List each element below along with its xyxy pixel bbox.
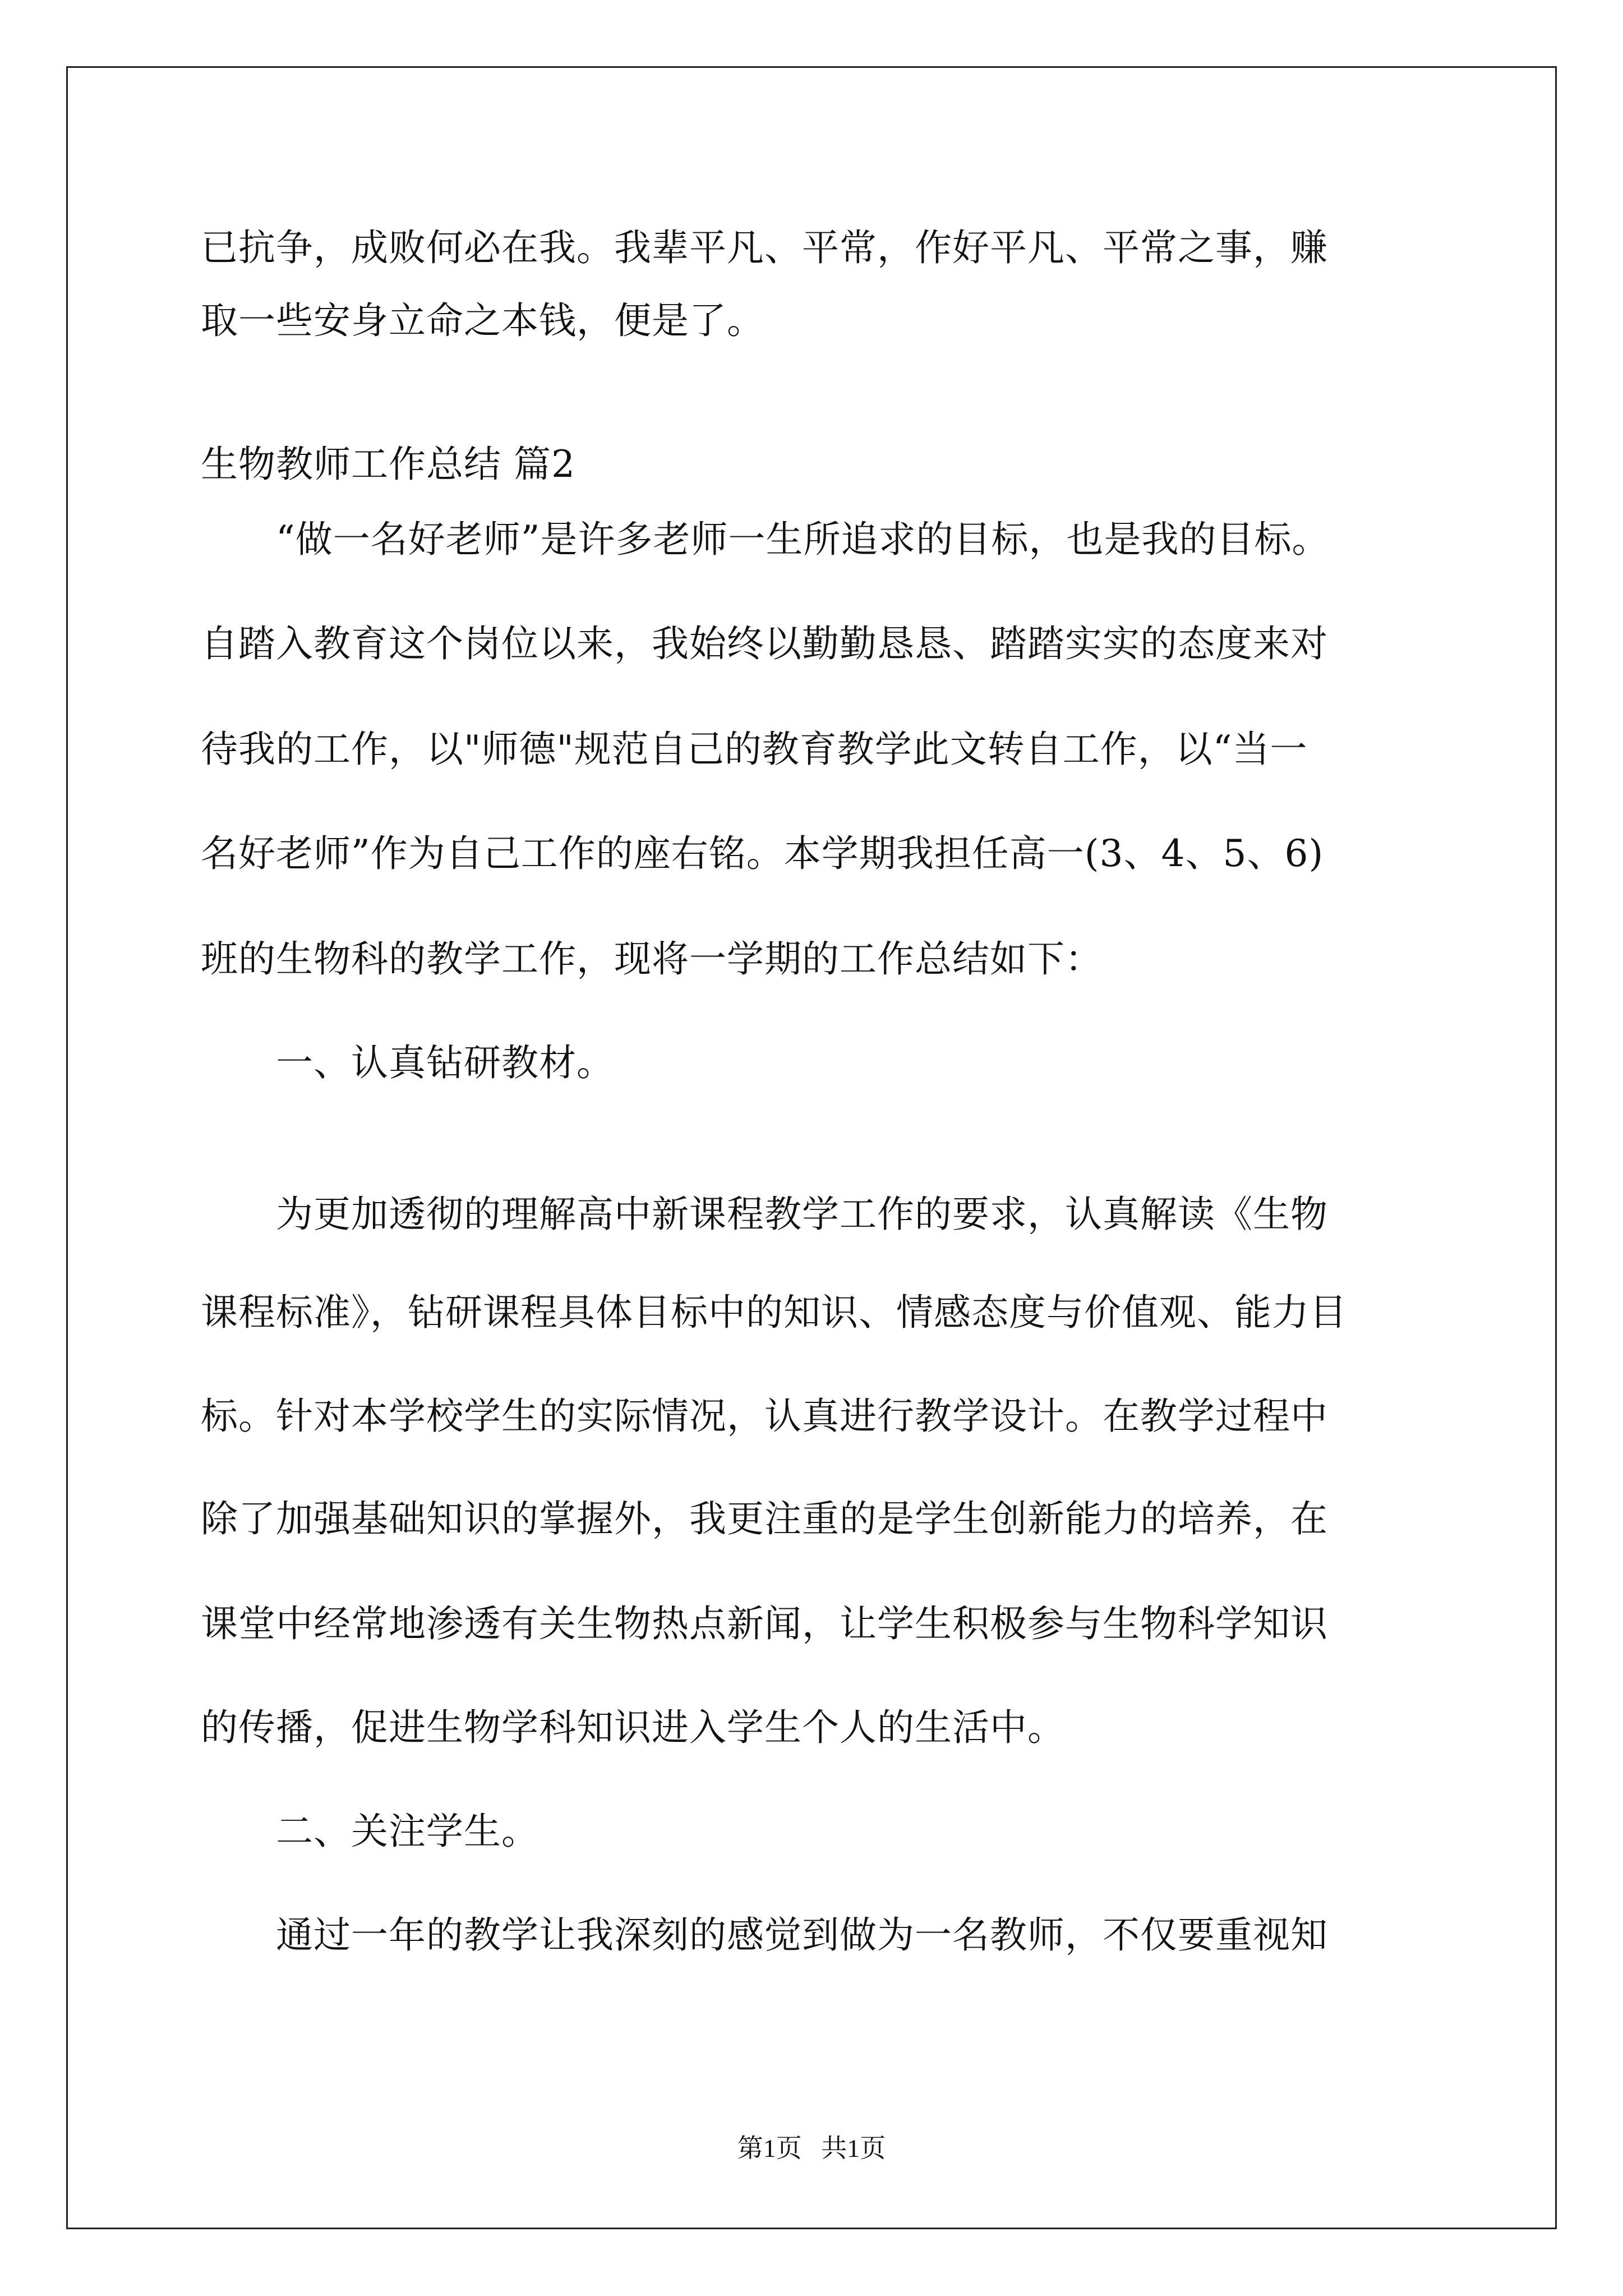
paragraph-line: 的传播，促进生物学科知识进入学生个人的生活中。 [201, 1706, 1065, 1749]
section-heading: 生物教师工作总结 篇2 [201, 443, 575, 486]
paragraph-line: 取一些安身立命之本钱，便是了。 [201, 299, 764, 342]
paragraph-line: 已抗争，成败何必在我。我辈平凡、平常，作好平凡、平常之事，赚 [201, 226, 1328, 269]
subheading: 一、认真钻研教材。 [201, 1041, 614, 1084]
paragraph-line: 为更加透彻的理解高中新课程教学工作的要求，认真解读《生物 [201, 1193, 1328, 1236]
paragraph-line: 除了加强基础知识的掌握外，我更注重的是学生创新能力的培养，在 [201, 1497, 1328, 1540]
paragraph-line: 课程标准》，钻研课程具体目标中的知识、情感态度与价值观、能力目 [201, 1291, 1347, 1334]
page-footer: 第1页 共1页 [737, 2134, 886, 2162]
paragraph-line: 班的生物科的教学工作，现将一学期的工作总结如下： [201, 937, 1103, 981]
paragraph-line: 名好老师”作为自己工作的座右铭。本学期我担任高一(3、4、5、6) [201, 832, 1324, 875]
paragraph-line: 通过一年的教学让我深刻的感觉到做为一名教师，不仅要重视知 [201, 1913, 1328, 1957]
paragraph-line: 自踏入教育这个岗位以来，我始终以勤勤恳恳、踏踏实实的态度来对 [201, 622, 1328, 665]
paragraph-line: 课堂中经常地渗透有关生物热点新闻，让学生积极参与生物科学知识 [201, 1602, 1328, 1645]
page-border [66, 66, 1557, 2229]
subheading: 二、关注学生。 [201, 1810, 539, 1853]
paragraph-line: 标。针对本学校学生的实际情况，认真进行教学设计。在教学过程中 [201, 1395, 1328, 1438]
paragraph-line: “做一名好老师”是许多老师一生所追求的目标，也是我的目标。 [201, 518, 1330, 561]
paragraph-line: 待我的工作，以"师德"规范自己的教育教学此文转自工作，以“当一 [201, 728, 1308, 771]
